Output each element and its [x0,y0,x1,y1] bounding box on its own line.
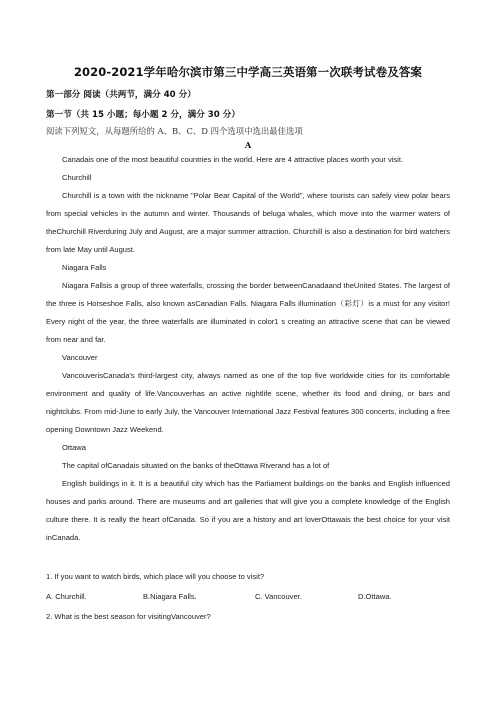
passage-intro: Canadais one of the most beautiful countries in the world. Here are 4 attractive places worth your visit. [62,155,404,164]
passage-letter: A [244,140,252,150]
section-heading: 第一节（共 15 小题；每小题 2 分，满分 30 分） [46,110,240,120]
instruction-text: 阅读下列短文，从每题所给的 A、B、C、D 四个选项中选出最佳选项 [46,126,303,136]
place-text-ottawa: English buildings in it. It is a beautiful city which has the Parliament buildings on the banks and English influenced houses and parks around. There are museums and art galleries that will give you a complete knowledge of the English culture there. It is really the heart ofCanada. So if you are a history and art loverOttawais the best choice for your visit inCanada. [46,479,450,542]
place-heading-vancouver: Vancouver [62,353,98,362]
place-line-ottawa: The capital ofCanadais situated on the banks of theOttawa Riverand has a lot of [62,461,330,470]
question-1-option-b[interactable]: B.Niagara Falls. [143,592,197,601]
document-title: 2020-2021学年哈尔滨市第三中学高三英语第一次联考试卷及答案 [73,65,423,79]
question-1-option-d[interactable]: D.Ottawa. [358,592,392,601]
place-heading-ottawa: Ottawa [62,443,86,452]
question-1-option-c[interactable]: C. Vancouver. [255,592,302,601]
question-1-option-a[interactable]: A. Churchill. [46,592,87,601]
place-text-churchill: Churchill is a town with the nickname "Polar Bear Capital of the World", where tourists can safely view polar bears from special vehicles in the autumn and winter. Thousands of beluga whales, which move into the warmer waters of theChurchill Riverduring July and August, are a major summer attraction. Churchill is also a destination for bird watchers from late May until August. [46,191,450,254]
question-1-stem: 1. If you want to watch birds, which place will you choose to visit? [46,572,265,581]
place-heading-churchill: Churchill [62,173,92,182]
question-2-stem: 2. What is the best season for visitingVancouver? [46,612,211,621]
place-text-niagara: Niagara Fallsis a group of three waterfalls, crossing the border betweenCanadaand theUnited States. The largest of the three is Horseshoe Falls, also known asCanadian Falls. Niagara Falls illumination（彩灯）is a must for any visitor! Every night of the year, the three waterfalls are illuminated in color1 s creating an attractive scene that can be viewed from near and far. [46,281,450,344]
part-heading: 第一部分 阅读（共两节，满分 40 分） [46,90,196,100]
place-heading-niagara: Niagara Falls [62,263,107,272]
place-text-vancouver: VancouverisCanada's third-largest city, always named as one of the top five worldwide cities for its comfortable environment and quality of life.Vancouverhas an active nightlife scene, whether its food and dining, or bars and nightclubs. From mid-June to early July, the Vancouver International Jazz Festival features 300 concerts, including a free opening Downtown Jazz Weekend. [46,371,450,434]
